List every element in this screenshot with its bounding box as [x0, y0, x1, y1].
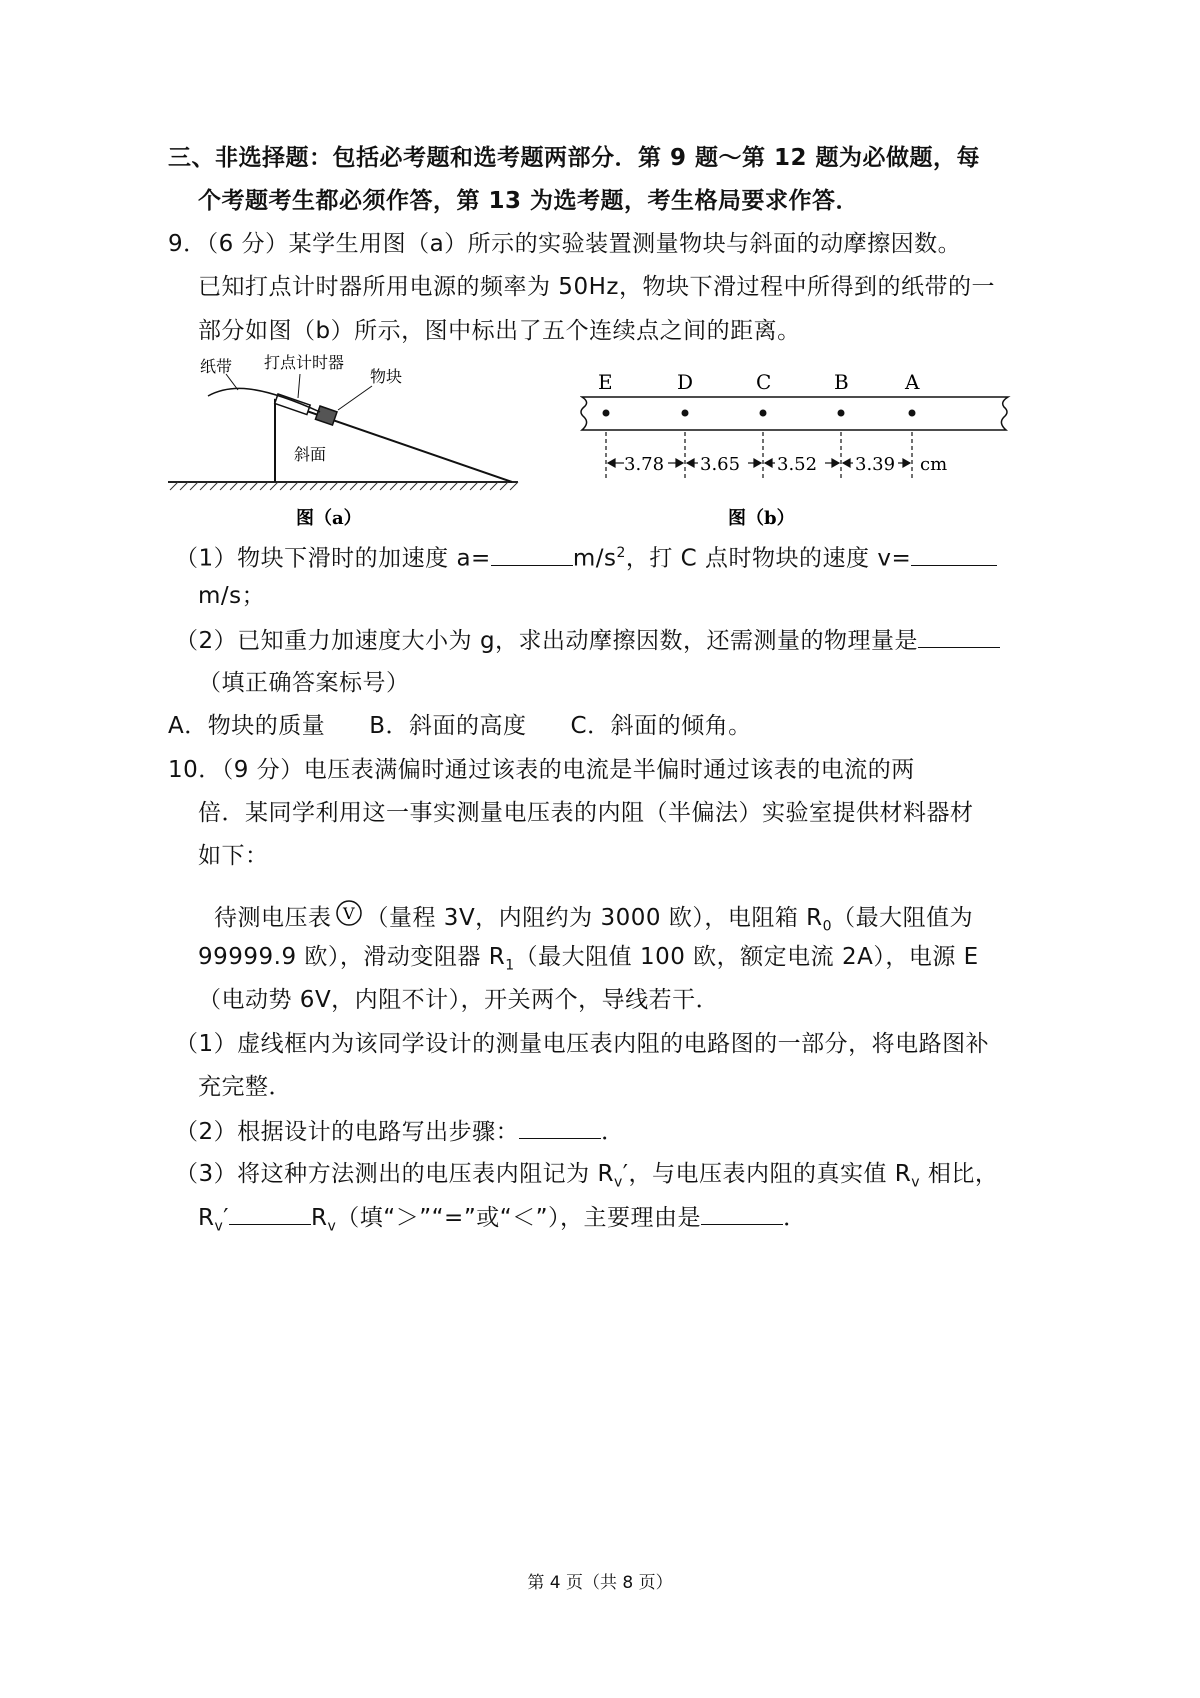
incline-shape — [275, 400, 512, 482]
section-heading-line2: 个考题考生都必须作答，第 13 为选考题，考生格局要求作答． — [198, 188, 860, 214]
q9-line3: 部分如图（b）所示，图中标出了五个连续点之间的距离。 — [198, 318, 801, 344]
option-a: A．物块的质量 — [168, 713, 326, 739]
distance-cb: 3.52 — [777, 454, 818, 475]
q10-part3-line1 — [175, 1159, 998, 1198]
q9-options — [168, 711, 752, 741]
q10-part2-text: （2）根据设计的电路写出步骤： — [175, 1119, 520, 1145]
q10-part3-period: ． — [783, 1205, 807, 1231]
q10-part3-sub3: v — [214, 1218, 224, 1235]
dot-c — [760, 410, 767, 417]
q10-rheostat-text: 99999.9 欧），滑动变阻器 R — [198, 944, 506, 970]
dot-d — [682, 410, 689, 417]
q10-equipment-line3: （电动势 6V，内阻不计），开关两个，导线若干． — [198, 987, 720, 1013]
q10-part3-text-a: （3）将这种方法测出的电压表内阻记为 R — [175, 1161, 614, 1187]
point-label-a: A — [905, 370, 920, 394]
answer-blank-compare[interactable] — [229, 1202, 311, 1225]
q10-voltmeter-text: 待测电压表 — [214, 905, 332, 931]
q10-part3-rv-true: R — [311, 1205, 328, 1231]
q10-max-text: （最大阻值为 — [832, 905, 974, 931]
q10-r0-sub: 0 — [822, 918, 833, 935]
answer-blank-acceleration[interactable] — [491, 543, 573, 566]
timer-box — [275, 394, 310, 415]
section-heading-line1: 三、非选择题：包括必考题和选考题两部分．第 9 题～第 12 题为必做题，每 — [168, 145, 981, 171]
q10-part2 — [175, 1116, 625, 1147]
option-c: C．斜面的倾角。 — [570, 713, 752, 739]
q10-part3-line2 — [198, 1202, 807, 1242]
q10-equipment-line1 — [214, 899, 973, 942]
q10-part2-period: ． — [601, 1119, 625, 1145]
q10-r1-sub: 1 — [505, 957, 515, 974]
q10-range-text: （量程 3V，内阻约为 3000 欧），电阻箱 R — [365, 905, 823, 931]
option-b: B．斜面的高度 — [369, 713, 527, 739]
voltmeter-symbol: V — [342, 904, 355, 923]
label-timer: 打点计时器 — [264, 353, 345, 372]
distance-unit: cm — [920, 454, 948, 475]
q9-part1 — [175, 538, 997, 574]
voltmeter-icon — [332, 899, 366, 929]
answer-blank-quantity[interactable] — [918, 625, 1000, 648]
q9-part2-text: （2）已知重力加速度大小为 g，求出动摩擦因数，还需测量的物理量是 — [175, 628, 919, 654]
distance-ba: 3.39 — [855, 454, 896, 475]
answer-blank-velocity[interactable] — [911, 543, 997, 566]
point-label-b: B — [834, 370, 849, 394]
distance-ed: 3.78 — [624, 454, 665, 475]
q10-part1-line1: （1）虚线框内为该同学设计的测量电压表内阻的电路图的一部分，将电路图补 — [175, 1031, 990, 1057]
answer-blank-steps[interactable] — [519, 1116, 601, 1139]
dot-b — [838, 410, 845, 417]
q10-part3-text-g: （填“＞”“=”或“＜”），主要理由是 — [336, 1205, 702, 1231]
block-shape — [315, 406, 337, 425]
q10-line3: 如下： — [198, 843, 269, 869]
label-block: 物块 — [370, 367, 403, 386]
q9-part1-text-a: （1）物块下滑时的加速度 a= — [175, 545, 491, 572]
q9-line2: 已知打点计时器所用电源的频率为 50Hz，物块下滑过程中所得到的纸带的一 — [198, 274, 995, 300]
q10-part3-sub1: v — [613, 1174, 623, 1191]
q10-line1: 10．（9 分）电压表满偏时通过该表的电流是半偏时通过该表的电流的两 — [168, 757, 915, 783]
label-tape: 纸带 — [200, 357, 233, 376]
q10-part1-line2: 充完整． — [198, 1074, 292, 1100]
q10-part3-text-b: ′，与电压表内阻的真实值 R — [622, 1161, 912, 1187]
dot-a — [909, 410, 916, 417]
q10-line2: 倍．某同学利用这一事实测量电压表的内阻（半偏法）实验室提供材料器材 — [198, 800, 974, 826]
q9-part1-sup: 2 — [616, 545, 626, 561]
q10-equipment-line2 — [198, 942, 979, 981]
caption-a: 图（a） — [296, 508, 362, 529]
q10-source-text: （最大阻值 100 欧，额定电流 2A），电源 E — [514, 944, 979, 970]
page-footer: 第 4 页（共 8 页） — [527, 1573, 673, 1593]
q10-part3-prime: ′ — [223, 1205, 230, 1231]
caption-b: 图（b） — [728, 508, 795, 529]
point-label-d: D — [677, 370, 694, 394]
q9-part1-text-c: ，打 C 点时物块的速度 v= — [625, 545, 912, 572]
label-slope: 斜面 — [294, 445, 327, 464]
q9-part1-unit-line: m/s； — [198, 583, 266, 609]
point-label-c: C — [756, 370, 772, 394]
q9-part2 — [175, 625, 1000, 656]
tape-strip — [581, 397, 1008, 430]
q10-part3-sub2: v — [911, 1174, 921, 1191]
q9-line1: 9．（6 分）某学生用图（a）所示的实验装置测量物块与斜面的动摩擦因数。 — [168, 231, 962, 257]
q9-part2-note: （填正确答案标号） — [198, 670, 410, 696]
answer-blank-reason[interactable] — [701, 1202, 783, 1225]
dot-e — [603, 410, 610, 417]
q10-part3-rv-measured: R — [198, 1205, 215, 1231]
figure-b — [580, 350, 1020, 540]
q9-part1-unit: m/s — [572, 545, 617, 572]
distance-dc: 3.65 — [700, 454, 741, 475]
figure-a — [160, 350, 530, 540]
q10-part3-sub4: v — [327, 1218, 337, 1235]
q10-part3-text-c: 相比， — [920, 1161, 999, 1187]
point-label-e: E — [598, 370, 613, 394]
